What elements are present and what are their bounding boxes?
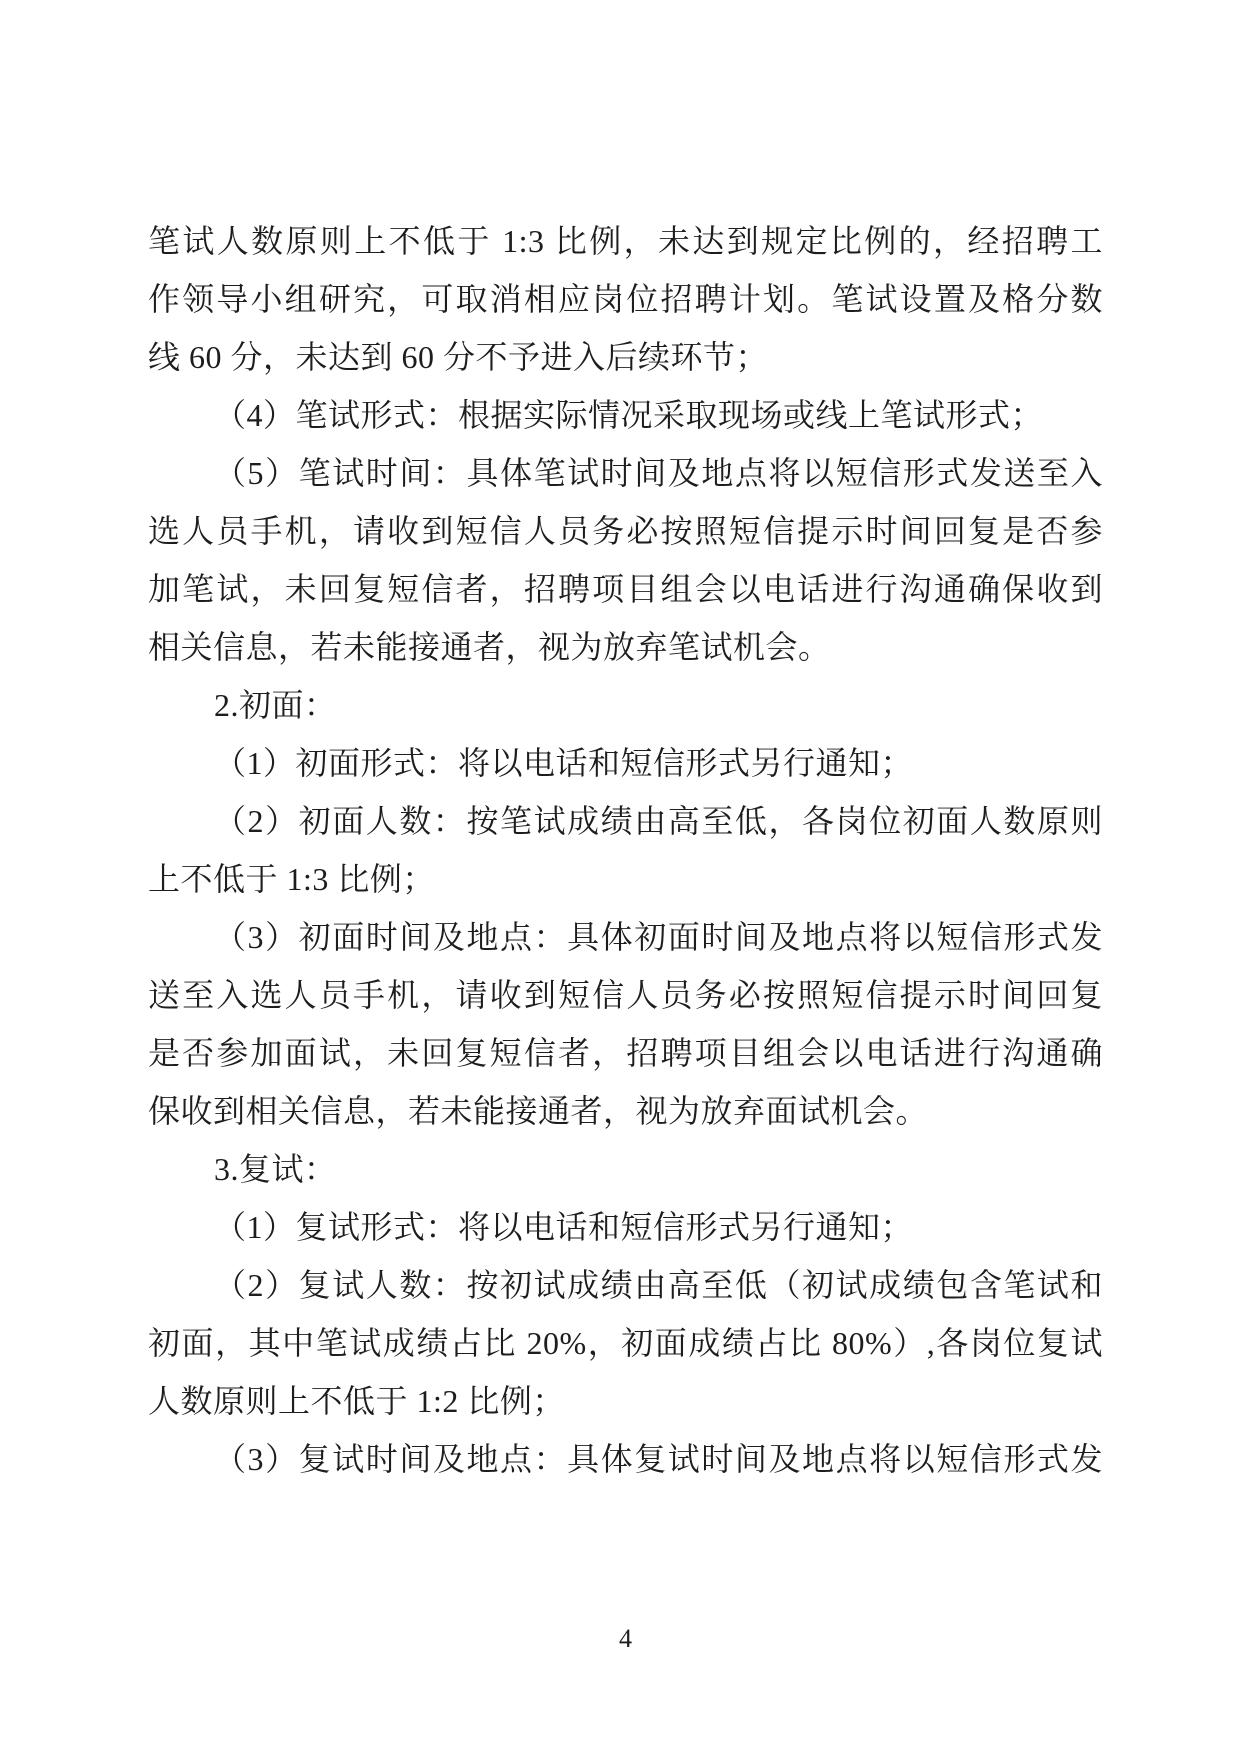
text-line: （4）笔试形式：根据实际情况采取现场或线上笔试形式； [214, 397, 1044, 433]
text-line: 送至入选人员手机，请收到短信人员务必按照短信提示时间回复 [148, 977, 1103, 1013]
text-line: （2）复试人数：按初试成绩由高至低（初试成绩包含笔试和 [214, 1267, 1103, 1303]
paragraph [148, 212, 1103, 386]
text-line: （1）复试形式：将以电话和短信形式另行通知； [214, 1209, 914, 1245]
text-line: 是否参加面试，未回复短信者，招聘项目组会以电话进行沟通确 [148, 1035, 1103, 1071]
paragraph [148, 792, 1103, 908]
text-line: 线 60 分，未达到 60 分不予进入后续环节； [148, 339, 769, 375]
text-line: （3）复试时间及地点：具体复试时间及地点将以短信形式发 [214, 1441, 1103, 1477]
text-line: 选人员手机，请收到短信人员务必按照短信提示时间回复是否参 [148, 513, 1103, 549]
text-line: 上不低于 1:3 比例； [148, 861, 435, 897]
paragraph [148, 1430, 1103, 1488]
paragraph [148, 908, 1103, 1140]
paragraph [148, 1256, 1103, 1430]
paragraph [148, 1198, 1103, 1256]
text-line: 相关信息，若未能接通者，视为放弃笔试机会。 [148, 629, 831, 665]
text-line: 2.初面： [214, 687, 337, 723]
text-line: （1）初面形式：将以电话和短信形式另行通知； [214, 745, 914, 781]
paragraph [148, 676, 1103, 734]
text-line: 保收到相关信息，若未能接通者，视为放弃面试机会。 [148, 1093, 929, 1129]
text-line: （5）笔试时间：具体笔试时间及地点将以短信形式发送至入 [214, 455, 1103, 491]
document-body [148, 212, 1103, 1488]
text-line: （3）初面时间及地点：具体初面时间及地点将以短信形式发 [214, 919, 1103, 955]
text-line: 笔试人数原则上不低于 1:3 比例，未达到规定比例的，经招聘工 [148, 223, 1103, 259]
paragraph [148, 1140, 1103, 1198]
page-number: 4 [619, 1624, 632, 1653]
text-line: （2）初面人数：按笔试成绩由高至低，各岗位初面人数原则 [214, 803, 1103, 839]
text-line: 初面，其中笔试成绩占比 20%，初面成绩占比 80%）,各岗位复试 [148, 1325, 1103, 1361]
text-line: 加笔试，未回复短信者，招聘项目组会以电话进行沟通确保收到 [148, 571, 1103, 607]
text-line: 3.复试： [214, 1151, 337, 1187]
text-line: 人数原则上不低于 1:2 比例； [148, 1383, 565, 1419]
paragraph [148, 386, 1103, 444]
text-line: 作领导小组研究，可取消相应岗位招聘计划。笔试设置及格分数 [148, 281, 1103, 317]
paragraph [148, 734, 1103, 792]
page-footer [148, 1622, 1103, 1656]
paragraph [148, 444, 1103, 676]
